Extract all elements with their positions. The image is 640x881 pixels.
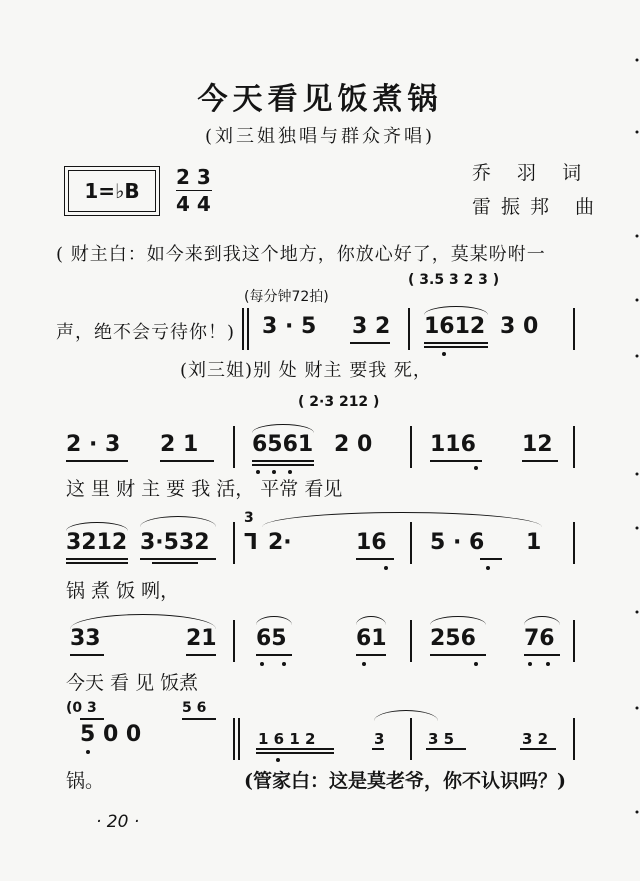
- instrumental-interlude: (0 3: [66, 700, 97, 716]
- measure-notes: 2 1: [160, 432, 199, 457]
- measure-notes: 3: [374, 730, 385, 748]
- meter-top: 2 3: [176, 165, 211, 189]
- lyric-line: 今天 看 见 饭煮: [66, 672, 199, 694]
- page-edge-marks: [634, 0, 640, 881]
- measure-notes: 3·532: [140, 530, 210, 555]
- instrumental-interlude: ( 2·3 212 ): [298, 394, 380, 410]
- measure-notes: 116: [430, 432, 476, 457]
- instrumental-interlude: ( 3.5 3 2 3 ): [408, 272, 500, 288]
- key-signature: 1=♭B: [68, 170, 156, 212]
- measure-notes: 16: [356, 530, 387, 555]
- song-title: 今天看见饭煮锅: [197, 82, 443, 117]
- measure-notes: 3 · 5: [262, 314, 317, 339]
- measure-notes: 2 · 3: [66, 432, 121, 457]
- lyric-line: 锅 煮 饭 咧，: [66, 580, 180, 602]
- measure-notes: 21: [186, 626, 217, 651]
- lyric-line: 锅。: [66, 770, 105, 792]
- lyricist-credit: 乔 羽 词: [472, 162, 592, 184]
- song-subtitle: (刘三姐独唱与群众齐唱): [204, 126, 436, 147]
- time-signature: [176, 164, 212, 217]
- measure-notes: 2 0: [334, 432, 373, 457]
- meter-bottom: 4 4: [176, 192, 211, 216]
- composer-credit: 雷振邦 曲: [472, 196, 605, 218]
- lyric-line: (刘三姐)别 处 财主 要我 死，: [180, 360, 432, 381]
- page-number: · 20 ·: [96, 812, 140, 832]
- measure-notes: 3 2: [522, 730, 549, 748]
- measure-notes: 2·: [268, 530, 292, 555]
- lyric-line: 这 里 财 主 要 我 活， 平常 看见: [66, 478, 343, 500]
- measure-notes: 6561: [252, 432, 314, 457]
- tempo-marking: (每分钟72拍): [244, 289, 329, 305]
- dialogue-line: ( 财主白：如今来到我这个地方，你放心好了，莫某吩咐一: [56, 244, 546, 265]
- measure-notes: 3 0: [500, 314, 539, 339]
- measure-notes: 3 5: [428, 730, 455, 748]
- measure-notes: 76: [524, 626, 555, 651]
- measure-notes: 1 6 1 2: [258, 730, 316, 748]
- instrumental-interlude: 5 6: [182, 700, 207, 716]
- dialogue-line-end: 声，绝不会亏待你！): [56, 322, 236, 343]
- measure-notes: 3212: [66, 530, 128, 555]
- measure-notes: 12: [522, 432, 553, 457]
- measure-notes: 65: [256, 626, 287, 651]
- measure-notes: 33: [70, 626, 101, 651]
- measure-notes: 1: [526, 530, 542, 555]
- measure-notes: 256: [430, 626, 476, 651]
- measure-notes: 5 0 0: [80, 722, 142, 747]
- grace-note: 3: [244, 510, 254, 526]
- dialogue-line: (管家白：这是莫老爷，你不认识吗？): [244, 770, 566, 792]
- measure-notes: 61: [356, 626, 387, 651]
- measure-notes: 5 · 6: [430, 530, 485, 555]
- measure-notes: 1612: [424, 314, 486, 339]
- measure-notes: 3 2: [352, 314, 391, 339]
